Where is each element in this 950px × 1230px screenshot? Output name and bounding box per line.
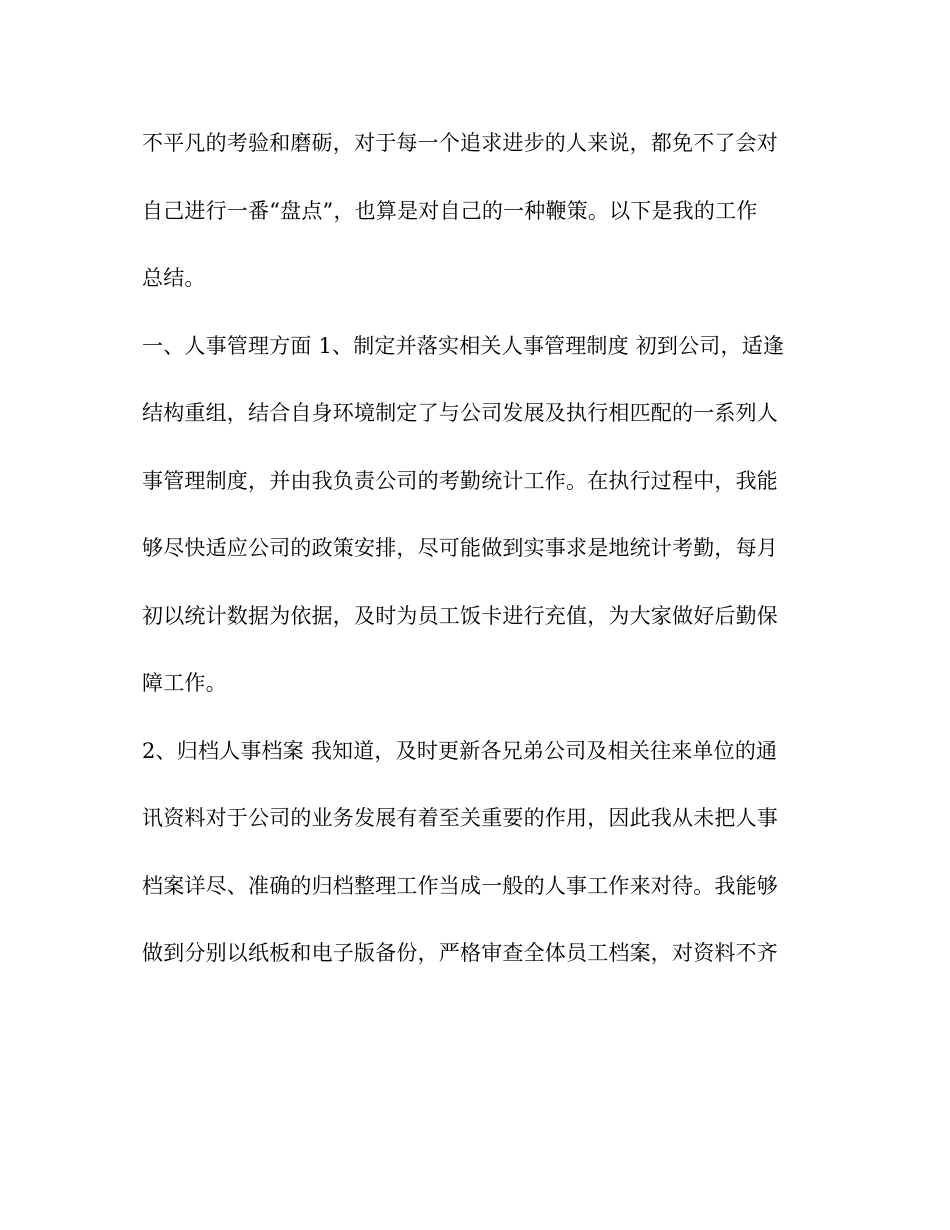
text-line: 够尽快适应公司的政策安排，尽可能做到实事求是地统计考勤，每月 — [142, 536, 778, 560]
text-line: 初以统计数据为依据，及时为员工饭卡进行充值，为大家做好后勤保 — [142, 603, 778, 628]
text-line: 做到分别以纸板和电子版备份，严格审查全体员工档案，对资料不齐 — [142, 941, 778, 965]
text-line: 不平凡的考验和磨砺，对于每一个追求进步的人来说，都免不了会对 — [142, 131, 778, 155]
text-line: 事管理制度，并由我负责公司的考勤统计工作。在执行过程中，我能 — [142, 468, 778, 493]
text-line: 2、归档人事档案 我知道，及时更新各兄弟公司及相关往来单位的通 — [142, 738, 778, 763]
document-body — [142, 116, 822, 994]
text-line: 总结。 — [142, 266, 206, 290]
text-line: 档案详尽、准确的归档整理工作当成一般的人事工作来对待。我能够 — [142, 873, 778, 898]
text-line: 讯资料对于公司的业务发展有着至关重要的作用，因此我从未把人事 — [142, 806, 778, 830]
text-line: 一、人事管理方面 1、制定并落实相关人事管理制度 初到公司，适逢 — [142, 333, 785, 358]
text-line: 自己进行一番“盘点”，也算是对自己的一种鞭策。以下是我的工作 — [142, 198, 758, 223]
text-line: 障工作。 — [142, 671, 227, 695]
text-line: 结构重组，结合自身环境制定了与公司发展及执行相匹配的一系列人 — [142, 401, 778, 425]
